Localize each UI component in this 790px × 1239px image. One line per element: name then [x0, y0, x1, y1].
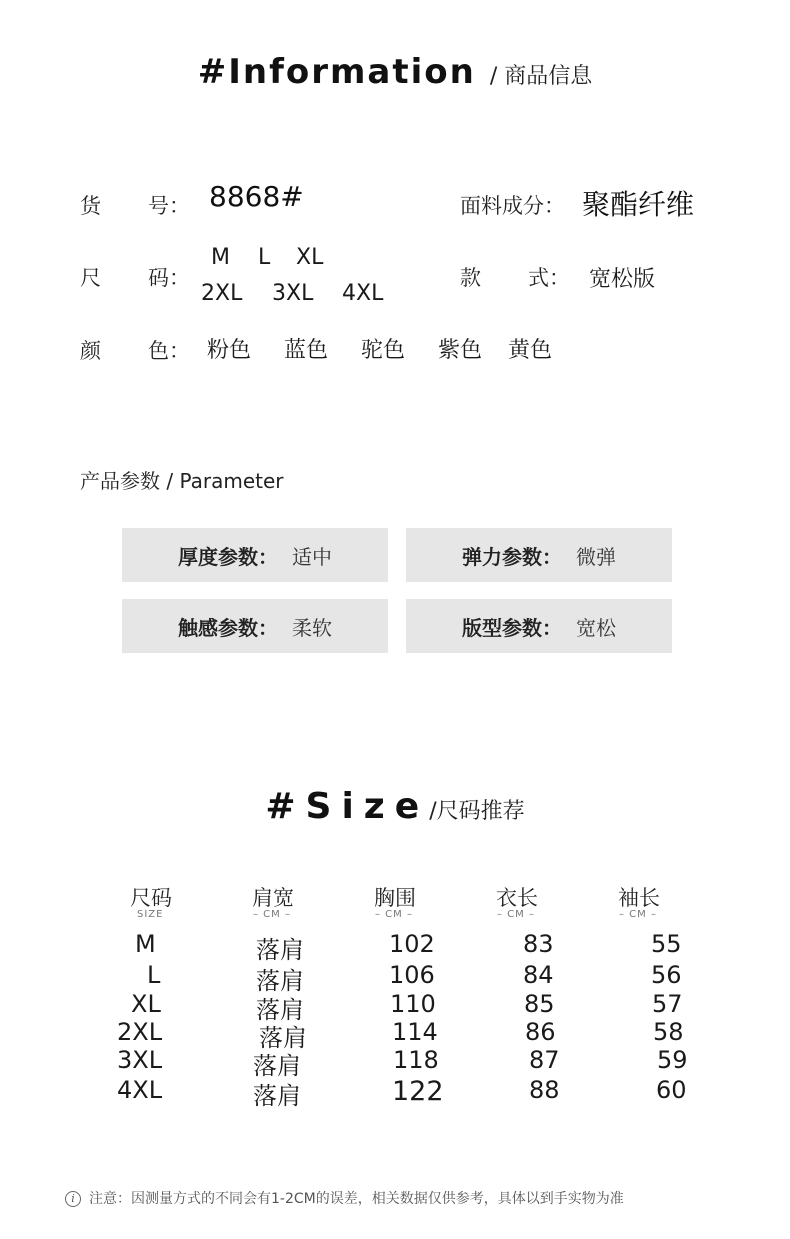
col-header-size: 尺码	[130, 886, 172, 910]
param-value: 微弹	[576, 544, 616, 569]
table-cell-chest: 102	[389, 930, 435, 958]
table-cell-size: M	[135, 930, 156, 958]
table-cell-shoulder: 落肩	[253, 1082, 301, 1110]
param-key: 版型参数：	[462, 615, 562, 640]
info-icon: i	[65, 1191, 81, 1207]
table-cell-chest: 122	[392, 1076, 444, 1107]
information-title-cn: / 商品信息	[489, 64, 593, 89]
param-touch	[122, 599, 388, 653]
size-option: 4XL	[342, 281, 384, 306]
table-cell-sleeve: 58	[653, 1018, 684, 1046]
information-title-en: #Information	[197, 52, 476, 92]
col-header-sleeve: 袖长	[618, 886, 660, 910]
col-header-length: 衣长	[496, 886, 538, 910]
param-key: 厚度参数：	[178, 544, 278, 569]
col-sub-length: – CM –	[497, 909, 535, 920]
measurement-note	[65, 1188, 624, 1208]
param-fit	[406, 599, 672, 653]
table-cell-shoulder: 落肩	[256, 967, 304, 995]
table-cell-size: XL	[131, 990, 161, 1018]
param-key: 弹力参数：	[462, 544, 562, 569]
table-cell-shoulder: 落肩	[259, 1024, 307, 1052]
col-sub-chest: – CM –	[375, 909, 413, 920]
table-cell-shoulder: 落肩	[253, 1052, 301, 1080]
table-cell-chest: 118	[393, 1046, 439, 1074]
item-no-value: 8868#	[209, 180, 304, 213]
col-sub-size: SIZE	[137, 909, 164, 920]
size-title-cn: /尺码推荐	[429, 799, 525, 824]
material-value: 聚酯纤维	[582, 188, 695, 221]
size-title-en: #Size	[265, 786, 430, 827]
param-thickness	[122, 528, 388, 582]
color-label-b: 色：	[148, 339, 190, 363]
table-cell-length: 87	[529, 1046, 560, 1074]
param-value: 柔软	[292, 615, 332, 640]
param-key: 触感参数：	[178, 615, 278, 640]
color-option: 蓝色	[284, 338, 329, 363]
size-label-b: 码：	[148, 266, 190, 290]
color-label-a: 颜	[80, 339, 101, 363]
table-cell-shoulder: 落肩	[256, 996, 304, 1024]
size-title	[0, 786, 790, 827]
style-value: 宽松版	[589, 267, 656, 292]
param-value: 宽松	[576, 615, 616, 640]
color-option: 黄色	[508, 338, 553, 363]
information-title	[0, 52, 790, 92]
table-cell-size: L	[147, 961, 161, 989]
size-option: XL	[296, 245, 324, 270]
item-no-label-b: 号：	[148, 194, 190, 218]
table-cell-length: 85	[524, 990, 555, 1018]
table-cell-sleeve: 60	[656, 1076, 687, 1104]
item-no-label-a: 货	[80, 194, 101, 218]
table-cell-length: 84	[523, 961, 554, 989]
col-sub-sleeve: – CM –	[619, 909, 657, 920]
table-cell-shoulder: 落肩	[256, 936, 304, 964]
note-text: 注意：因测量方式的不同会有1-2CM的误差，相关数据仅供参考，具体以到手实物为准	[89, 1191, 624, 1207]
table-cell-size: 4XL	[117, 1076, 163, 1104]
table-cell-size: 2XL	[117, 1018, 163, 1046]
table-cell-length: 83	[523, 930, 554, 958]
color-option: 驼色	[361, 338, 406, 363]
parameter-title: 产品参数 / Parameter	[80, 469, 284, 493]
col-sub-shoulder: – CM –	[253, 909, 291, 920]
param-value: 适中	[292, 544, 332, 569]
param-elasticity	[406, 528, 672, 582]
table-cell-sleeve: 59	[657, 1046, 688, 1074]
col-header-chest: 胸围	[374, 886, 416, 910]
table-cell-sleeve: 57	[652, 990, 683, 1018]
size-option: M	[211, 245, 230, 270]
size-option: L	[258, 245, 271, 270]
material-label: 面料成分：	[460, 194, 565, 218]
table-cell-chest: 106	[389, 961, 435, 989]
col-header-shoulder: 肩宽	[252, 886, 294, 910]
style-label-a: 款	[460, 266, 481, 290]
size-label-a: 尺	[80, 266, 101, 290]
table-cell-size: 3XL	[117, 1046, 163, 1074]
size-option: 2XL	[201, 281, 243, 306]
table-cell-sleeve: 55	[651, 930, 682, 958]
style-label-b: 式：	[528, 266, 570, 290]
table-cell-chest: 114	[392, 1018, 438, 1046]
color-option: 紫色	[438, 338, 483, 363]
size-option: 3XL	[272, 281, 314, 306]
table-cell-sleeve: 56	[651, 961, 682, 989]
color-option: 粉色	[207, 338, 252, 363]
table-cell-length: 88	[529, 1076, 560, 1104]
table-cell-chest: 110	[390, 990, 436, 1018]
table-cell-length: 86	[525, 1018, 556, 1046]
